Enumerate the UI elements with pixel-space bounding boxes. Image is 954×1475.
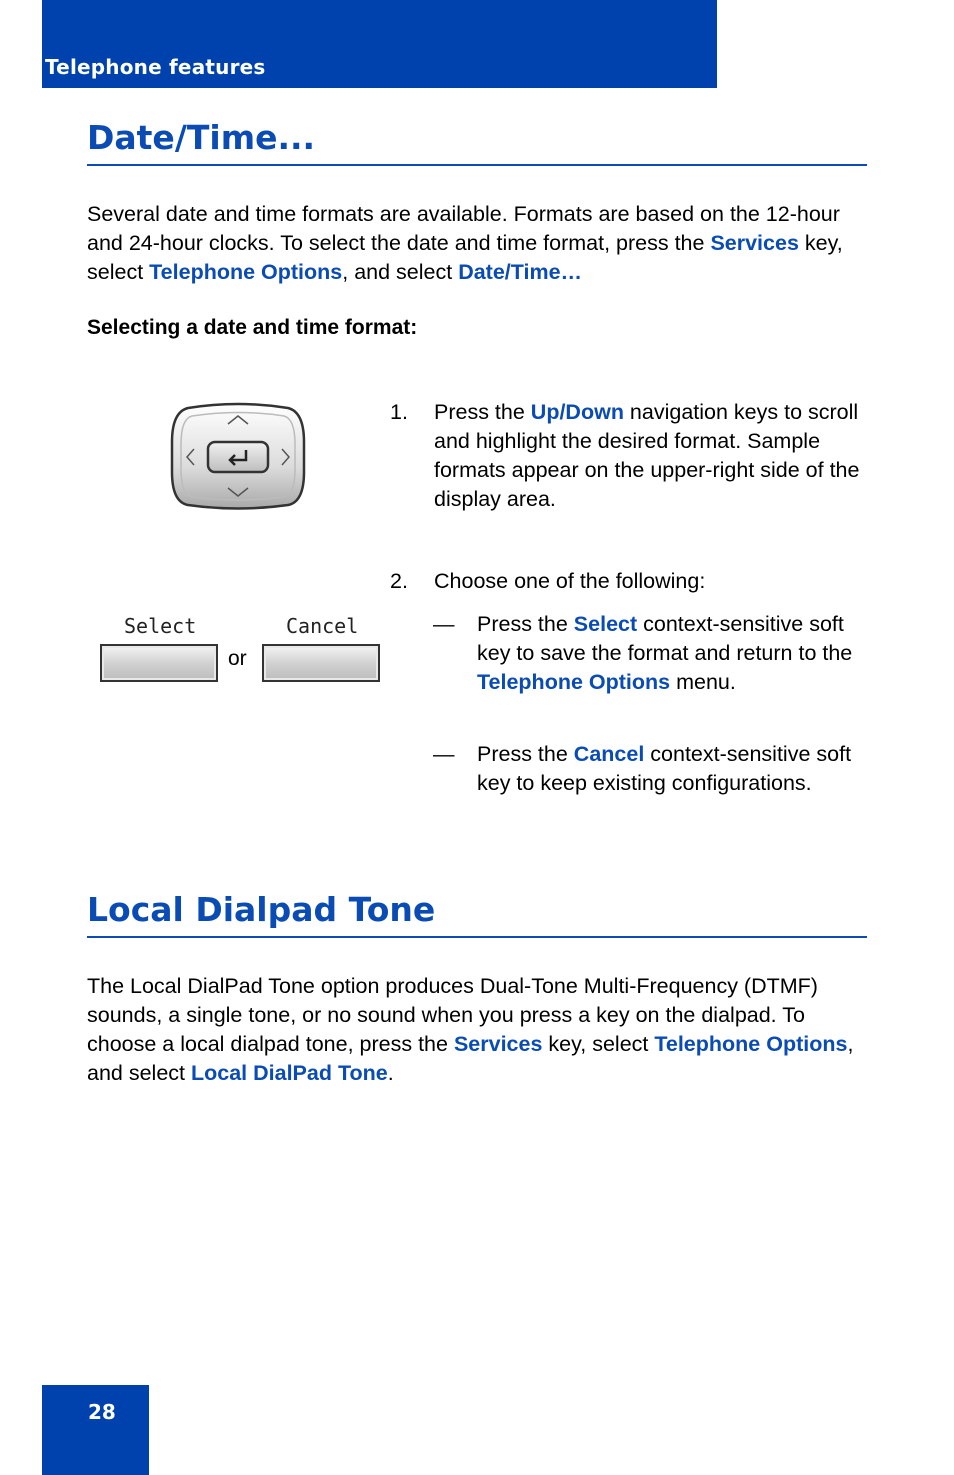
subheading: Selecting a date and time format: bbox=[87, 316, 418, 339]
keyword-date-time: Date/Time… bbox=[458, 260, 583, 284]
step-number: 2. bbox=[390, 569, 408, 593]
date-time-intro: Several date and time formats are available. Formats are based on the 12-hour and 24-hour clocks. To select the date and time format, press the Services key, select Telephone Options, and select Date/Time… bbox=[87, 202, 843, 284]
keyword-services: Services bbox=[710, 231, 799, 255]
keyword-up-down: Up/Down bbox=[530, 400, 624, 424]
section-title-local-dialpad-tone: Local Dialpad Tone bbox=[87, 890, 436, 929]
keyword-telephone-options: Telephone Options bbox=[654, 1032, 848, 1056]
step-text: Press the Up/Down navigation keys to scroll and highlight the desired format. Sample formats appear on the upper-right side of the display area. bbox=[434, 400, 860, 511]
keyword-telephone-options: Telephone Options bbox=[477, 670, 671, 694]
select-softkey-label: Select bbox=[124, 614, 197, 638]
step-number: 1. bbox=[390, 400, 408, 424]
cancel-softkey-label: Cancel bbox=[286, 614, 359, 638]
cancel-softkey-icon bbox=[262, 644, 380, 682]
section-rule bbox=[87, 164, 867, 166]
page-number-box bbox=[42, 1385, 149, 1475]
step-text: Choose one of the following: bbox=[434, 569, 706, 593]
local-dialpad-intro: The Local DialPad Tone option produces Dual-Tone Multi-Frequency (DTMF) sounds, a single tone, or no sound when you press a key on the dialpad. To choose a local dialpad tone, press the Services key, select Telephone Options, and select Local DialPad Tone. bbox=[87, 974, 854, 1085]
keyword-select: Select bbox=[573, 612, 638, 636]
page-number: 28 bbox=[88, 1400, 116, 1424]
keyword-telephone-options: Telephone Options bbox=[149, 260, 343, 284]
keyword-cancel: Cancel bbox=[573, 742, 645, 766]
or-text: or bbox=[228, 647, 247, 670]
navigation-cluster-icon bbox=[170, 402, 306, 510]
section-title-date-time: Date/Time... bbox=[87, 118, 316, 157]
select-softkey-icon bbox=[100, 644, 218, 682]
keyword-local-dialpad-tone: Local DialPad Tone bbox=[190, 1061, 388, 1085]
running-header: Telephone features bbox=[45, 55, 266, 79]
section-rule bbox=[87, 936, 867, 938]
keyword-services: Services bbox=[453, 1032, 543, 1056]
